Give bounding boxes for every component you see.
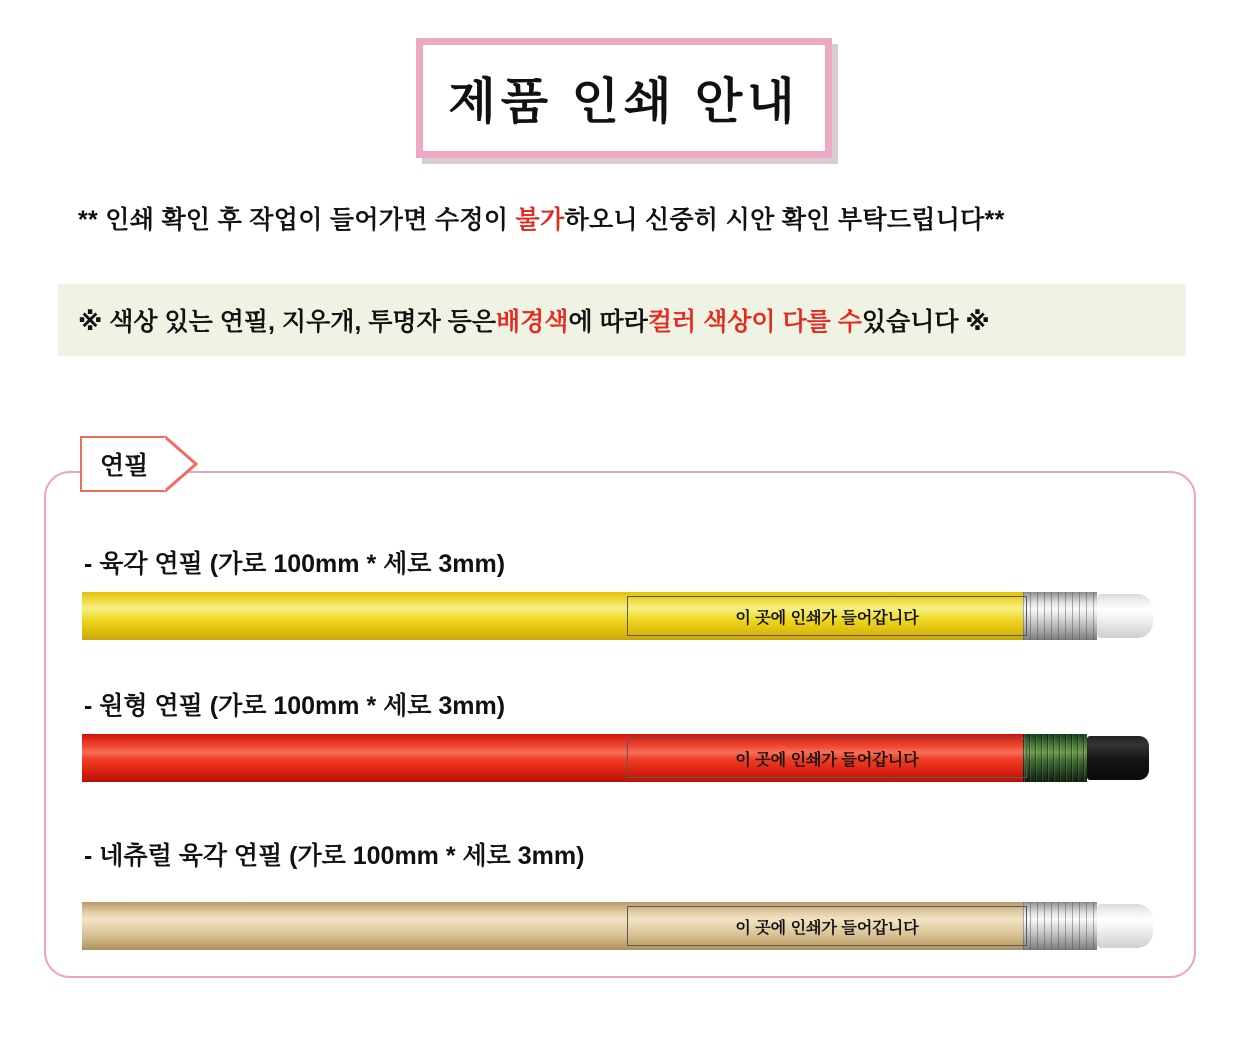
page-title: 제품 인쇄 안내 — [448, 75, 800, 129]
notice-2-suffix: 있습니다 ※ — [861, 308, 990, 336]
notice-2-prefix: ※ 색상 있는 연필, 지우개, 투명자 등은 — [78, 308, 496, 336]
pencil-eraser — [1097, 594, 1153, 638]
pencil-hex-yellow — [82, 592, 1162, 640]
notice-2-highlight-2: 컬러 색상이 다를 수 — [647, 308, 862, 336]
notice-2-middle: 에 따라 — [568, 308, 648, 336]
notice-1-suffix: 하오니 신중히 시안 확인 부탁드립니다** — [564, 206, 1005, 234]
notice-1-highlight: 불가 — [515, 206, 565, 234]
item-label-hex-pencil: - 육각 연필 (가로 100mm * 세로 3mm) — [84, 550, 506, 578]
pencil-eraser — [1097, 904, 1153, 948]
pencil-ferrule — [1023, 592, 1097, 640]
pencil-ferrule — [1023, 734, 1087, 782]
pencil-natural — [82, 902, 1162, 950]
section-tag-label: 연필 — [100, 452, 149, 480]
notice-1-prefix: ** 인쇄 확인 후 작업이 들어가면 수정이 — [78, 206, 516, 234]
section-tag-pencil — [80, 436, 198, 492]
print-area-text: 이 곳에 인쇄가 들어갑니다 — [735, 919, 919, 937]
print-area-box — [627, 906, 1027, 946]
print-area-text: 이 곳에 인쇄가 들어갑니다 — [735, 751, 919, 769]
item-label-round-pencil: - 원형 연필 (가로 100mm * 세로 3mm) — [84, 692, 506, 720]
item-label-natural-pencil: - 네츄럴 육각 연필 (가로 100mm * 세로 3mm) — [84, 842, 585, 870]
tag-arrow-icon — [164, 436, 198, 492]
page-title-block — [416, 38, 832, 158]
pencil-eraser — [1087, 736, 1149, 780]
section-tag-body — [80, 436, 164, 492]
notice-line-2 — [78, 284, 1168, 356]
pencil-round-red — [82, 734, 1162, 782]
print-area-box — [627, 596, 1027, 636]
print-area-box — [627, 738, 1027, 778]
title-box — [416, 38, 832, 158]
notice-line-1 — [78, 200, 1168, 236]
print-area-text: 이 곳에 인쇄가 들어갑니다 — [735, 609, 919, 627]
notice-2-highlight-1: 배경색 — [495, 308, 569, 336]
pencil-ferrule — [1023, 902, 1097, 950]
